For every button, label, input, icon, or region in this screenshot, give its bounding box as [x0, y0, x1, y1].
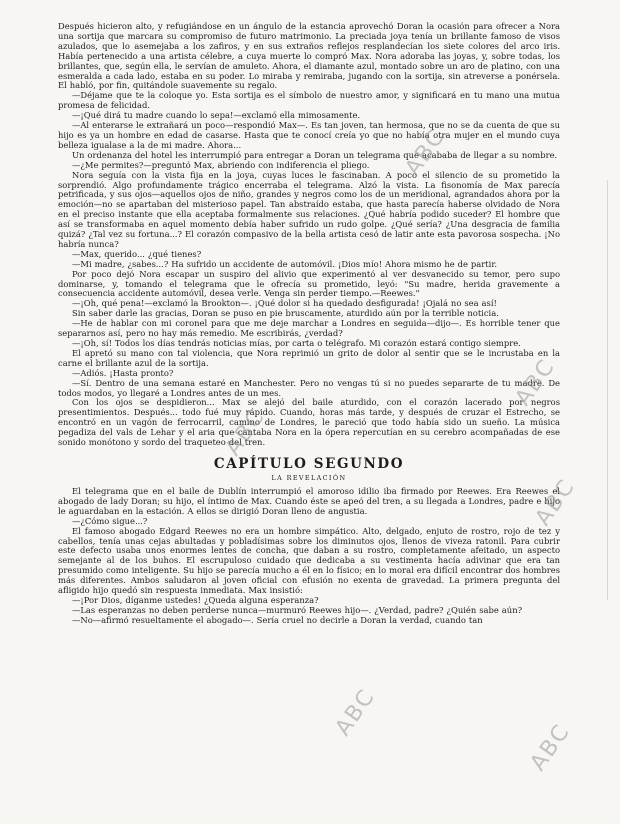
paragraph-16: —Adiós. ¡Hasta pronto?: [72, 367, 174, 378]
paragraph-9: —Mi madre, ¿sabes...? Ha sufrido un accidente de automóvil. ¡Dios mío! Ahora mismo he de partir.: [72, 258, 498, 269]
paragraph-10: Por poco dejó Nora escapar un suspiro del alivio que experimentó al ver desvanecido su temor, pero supo dominarse, y, tomando el telegrama que le ofrecía su prometido, leyó: "Su madre, herida gravemente a consecuencia accidente automóvil, desea verle. Venga sin perder tiempo.—Reewes.": [58, 268, 560, 299]
watermark-abc: ABC: [510, 354, 561, 411]
paragraph-14: —¡Oh, sí! Todos los días tendrás noticias mías, por carta o telégrafo. Mi corazón estará contigo siempre.: [72, 338, 521, 348]
paragraph-7: Nora seguía con la vista fija en la joya, cuyas luces le fascinaban. A poco el silencio de su prometido la sorprendió. Algo profundamente trágico encerraba el telegrama. Alzó la vista. La fisonomía de Max parecía petrificada, y sus ojos—aquellos ojos de niño, grandes y negros como los de un meridional, agrandados ahora por la emoción—no se apartaban del misterioso papel. Tan abstraído estaba, que hasta parecía haberse olvidado de Nora en el preciso instante que ella aceptaba formalmente sus relaciones. ¿Qué habría podido suceder? El hombre que así se transformaba en aquel momento debía haber sufrido un rudo golpe. ¿Qué sería? ¿Una desgracia de familia quizá? ¿Tal vez su fortuna...? El corazón compasivo de la bella artista cesó de latir ante esta pavorosa sospecha. ¡No habría nunca?: [58, 169, 560, 249]
paragraph-6: —¿Me permites?—preguntó Max, abriendo con indiferencia el pliego.: [72, 159, 370, 170]
watermark-abc: ABC: [220, 404, 271, 461]
paragraph-4: —Al enterarse le extrañará un poco—respondió Max—. Es tan joven, tan hermosa, que no se da cuenta de que su hijo es ya un hombre en edad de casarse. Hasta que te conocí creía yo que no había otra mujer en el mundo cuya belleza igualase a la de mi madre. Ahora...: [58, 120, 560, 150]
paragraph-2: —Déjame que te la coloque yo. Esta sortija es el símbolo de nuestro amor, y significará en tu mano una mutua promesa de felicidad.: [58, 90, 560, 111]
paragraph-19: El telegrama que en el baile de Dublín interrumpió el amoroso idilio iba firmado por Reewes. Era Reewes el abogado de lady Doran; su hijo, el íntimo de Max. Cuando éste se apeó del tren, a su llegada a Londres, padre e hijo le aguardaban en la estación. A ellos se dirigió Doran lleno de angustia.: [58, 485, 560, 516]
watermark-abc: ABC: [400, 124, 451, 181]
paragraph-3: —¡Qué dirá tu madre cuando lo sepa!—exclamó ella mimosamente.: [72, 110, 361, 121]
watermark-abc: ABC: [530, 474, 581, 531]
chapter-title: CAPÍTULO SEGUNDO: [213, 455, 405, 472]
paragraph-22: —¡Por Dios, díganme ustedes! ¿Queda alguna esperanza?: [72, 594, 319, 605]
paragraph-21: El famoso abogado Edgard Reewes no era un hombre simpático. Alto, delgado, enjuto de rostro, rojo de tez y cabellos, tenía unas cejas abultadas y pobladísimas sobre los diminutos ojos, llenos de viveza ratonil. Para cubrir este defecto usaba unos enormes lentes de concha, que daban a su rostro, completamente afeitado, un aspecto semejante al de los buhos. El escrupuloso cuidado que dedicaba a su vestimenta hacía adivinar que era tan presumido como inteligente. Su hijo se parecía mucho a él en lo físico; en lo moral era difícil encontrar dos hombres más diferentes. Ambos saludaron al joven oficial con efusión no exenta de gravedad. La primera pregunta del afligido hijo quedó sin respuesta inmediata. Max insistió:: [58, 525, 560, 596]
paragraph-1: Después hicieron alto, y refugiándose en un ángulo de la estancia aprovechó Doran la ocasión para ofrecer a Nora una sortija que marcara su compromiso de futuro matrimonio. La preciada joya tenía un brillante famoso de visos azulados, que lo asemejaba a los zafiros, y en sus extraños reflejos resplandecían los siete colores del arco iris. Había pertenecido a una artista célebre, a cuya muerte lo compró Max. Nora adoraba las joyas, y, sobre todas, los brillantes, que, según ella, le servían de amuleto. Ahora, el diamante azul, montado sobre un aro de platino, con una esmeralda a cada lado, estaba en su poder. Lo miraba y remiraba, jugando con la sortija, sin atreverse a ponérsela. El habló, por fin, quitándole suavemente su regalo.: [58, 21, 560, 91]
page-edge-line: [607, 180, 608, 600]
watermark-abc: ABC: [330, 684, 381, 741]
paragraph-5: Un ordenanza del hotel les interrumpió para entregar a Doran un telegrama que acababa de llegar a su nombre.: [72, 149, 558, 160]
paragraph-23: —Las esperanzas no deben perderse nunca—murmuró Reewes hijo—. ¿Verdad, padre? ¿Quién sabe aún?: [72, 604, 523, 615]
watermark-abc: ABC: [525, 719, 576, 776]
text-column: [58, 22, 560, 626]
paragraph-13: —He de hablar con mi coronel para que me deje marchar a Londres en seguida—dijo—. Es horrible tener que separarnos así, pero no hay más remedio. Me escribirás, ¿verdad?: [58, 318, 560, 339]
paragraph-18: Con los ojos se despidieron... Max se alejó del baile aturdido, con el corazón lacerado por negros presentimientos. Después... todo fué muy rápido. Cuando, horas más tarde, y después de cruzar el Estrecho, se encontró en un vagón de ferrocarril, camino de Londres, le pareció que todo había sido un sueño. La música pegadiza del vals de Lehar y el aria que cantaba Nora en la ópera repercutían en su cerebro acompañadas de ese sonido monótono y sordo del traqueteo del tren.: [58, 397, 560, 448]
paragraph-24: —No—afirmó resueltamente el abogado—. Sería cruel no decirle a Doran la verdad, cuando tan: [72, 614, 483, 625]
chapter-subtitle: LA REVELACIÓN: [271, 473, 347, 482]
paragraph-12: Sin saber darle las gracias, Doran se puso en pie bruscamente, aturdido aún por la terrible noticia.: [72, 308, 499, 319]
paragraph-15: El apretó su mano con tal violencia, que Nora reprimió un grito de dolor al sentir que se le incrustaba en la carne el brillante azul de la sortija.: [58, 347, 560, 368]
paragraph-20: —¿Cómo sigue...?: [72, 515, 148, 526]
paragraph-17: —Sí. Dentro de una semana estaré en Manchester. Pero no vengas tú si no puedes separarte de tu madre. De todos modos, yo llegaré a Londres antes de un mes.: [58, 377, 560, 398]
paragraph-8: —Max, querido... ¿qué tienes?: [72, 248, 202, 259]
paragraph-11: —¡Oh, qué pena!—exclamó la Brookton—. ¡Qué dolor si ha quedado desfigurada! ¡Ojalá no sea así!: [72, 298, 497, 309]
